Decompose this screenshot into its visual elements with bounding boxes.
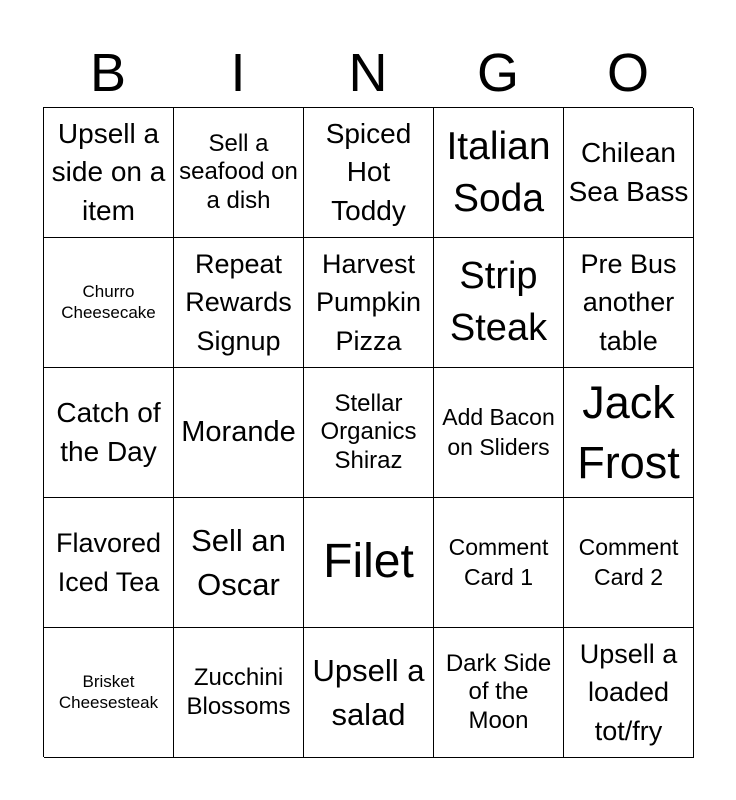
bingo-cell[interactable]: Harvest Pumpkin Pizza bbox=[304, 238, 434, 368]
bingo-cell[interactable]: Sell a seafood on a dish bbox=[174, 108, 304, 238]
bingo-cell[interactable]: Add Bacon on Sliders bbox=[434, 368, 564, 498]
bingo-cell[interactable]: Filet bbox=[304, 498, 434, 628]
header-letter-b: B bbox=[89, 43, 127, 103]
bingo-cell[interactable]: Spiced Hot Toddy bbox=[304, 108, 434, 238]
header-letter-g: G bbox=[476, 43, 519, 103]
bingo-cell[interactable]: Strip Steak bbox=[434, 238, 564, 368]
bingo-cell[interactable]: Stellar Organics Shiraz bbox=[304, 368, 434, 498]
bingo-cell[interactable]: Chilean Sea Bass bbox=[564, 108, 694, 238]
bingo-cell[interactable]: Jack Frost bbox=[564, 368, 694, 498]
bingo-board bbox=[43, 107, 693, 757]
bingo-cell[interactable]: Flavored Iced Tea bbox=[44, 498, 174, 628]
bingo-cell[interactable]: Comment Card 2 bbox=[564, 498, 694, 628]
bingo-cell[interactable]: Catch of the Day bbox=[44, 368, 174, 498]
bingo-cell[interactable]: Brisket Cheesesteak bbox=[44, 628, 174, 758]
header-letter-o: O bbox=[606, 43, 649, 103]
bingo-cell[interactable]: Churro Cheesecake bbox=[44, 238, 174, 368]
bingo-cell[interactable]: Sell an Oscar bbox=[174, 498, 304, 628]
bingo-cell[interactable]: Zucchini Blossoms bbox=[174, 628, 304, 758]
bingo-cell[interactable]: Pre Bus another table bbox=[564, 238, 694, 368]
bingo-cell[interactable]: Upsell a loaded tot/fry bbox=[564, 628, 694, 758]
header-letter-i: I bbox=[230, 43, 246, 103]
bingo-header bbox=[43, 38, 693, 108]
bingo-cell[interactable]: Upsell a side on a item bbox=[44, 108, 174, 238]
bingo-cell[interactable]: Italian Soda bbox=[434, 108, 564, 238]
bingo-cell[interactable]: Dark Side of the Moon bbox=[434, 628, 564, 758]
bingo-cell[interactable]: Morande bbox=[174, 368, 304, 498]
bingo-cell[interactable]: Upsell a salad bbox=[304, 628, 434, 758]
bingo-cell[interactable]: Comment Card 1 bbox=[434, 498, 564, 628]
bingo-cell[interactable]: Repeat Rewards Signup bbox=[174, 238, 304, 368]
header-letter-n: N bbox=[348, 43, 388, 103]
